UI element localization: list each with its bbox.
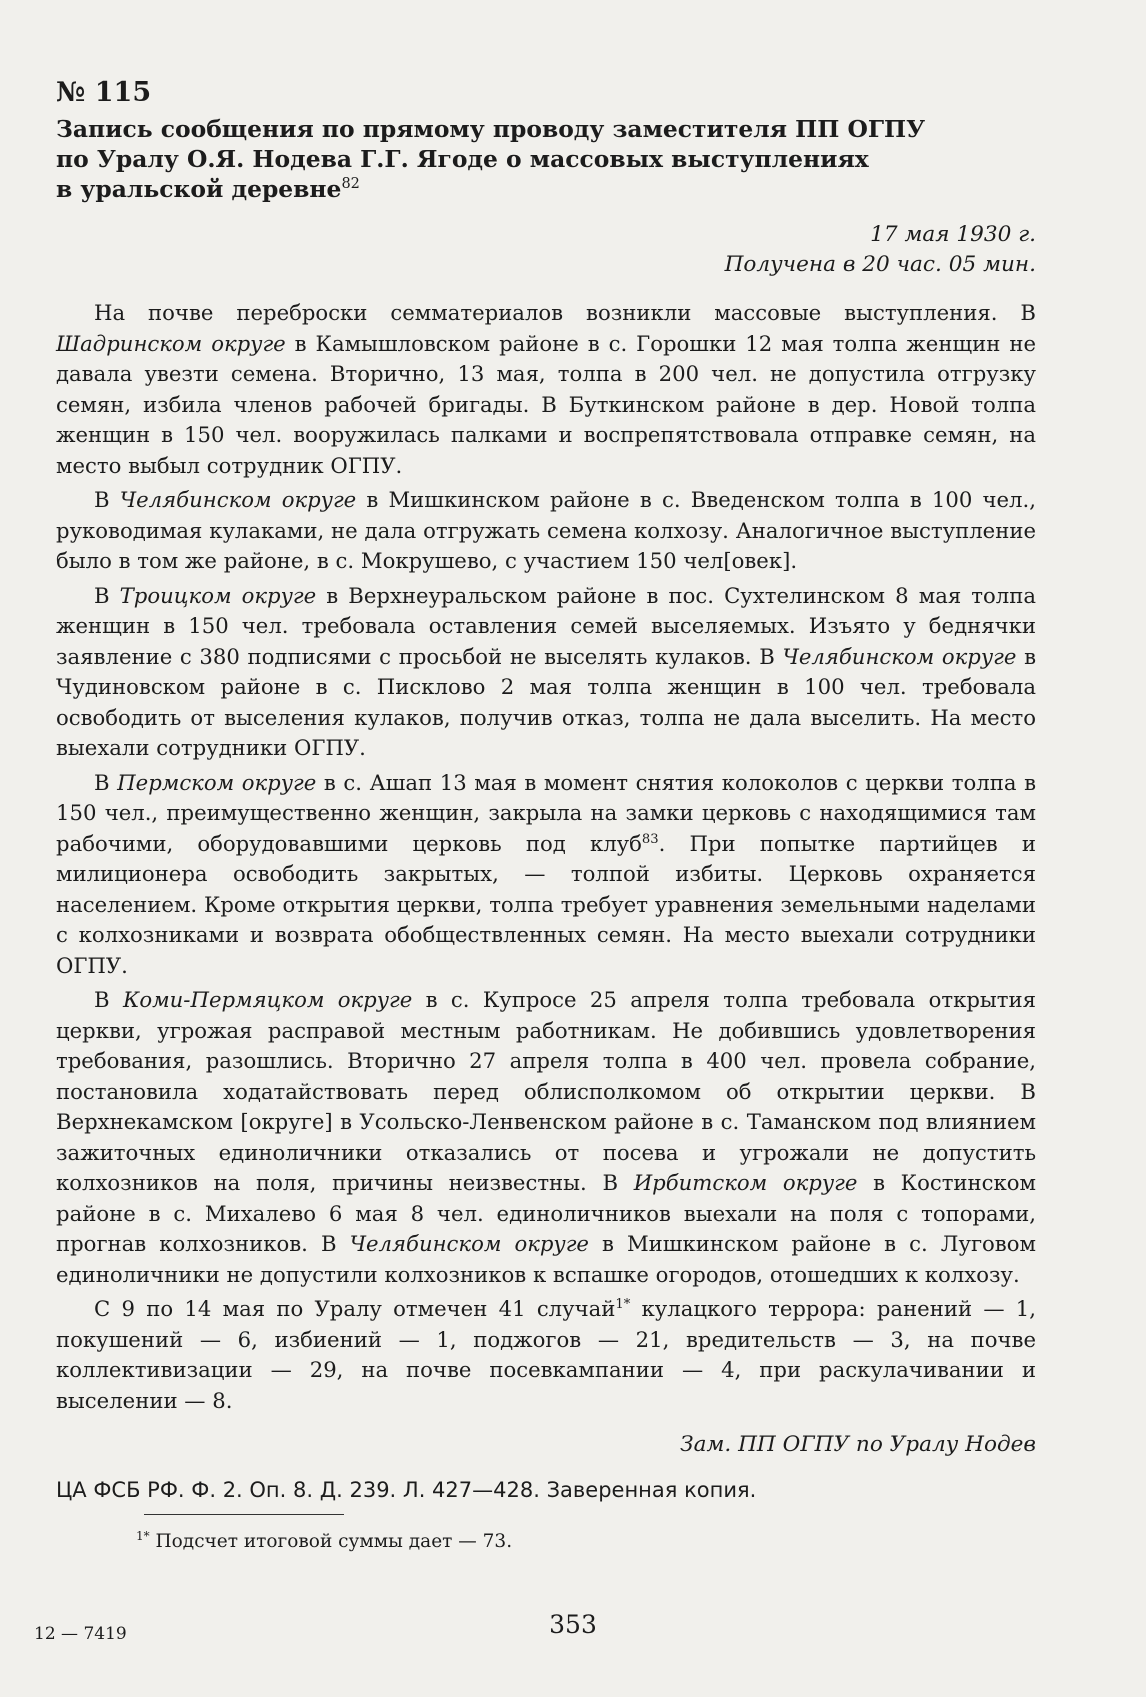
footnote-ref: 1* [615, 1296, 631, 1312]
region-name: Ирбитском округе [633, 1170, 858, 1195]
region-name: Челябинском округе [349, 1231, 589, 1256]
footnote-mark: 1* [136, 1528, 150, 1543]
paragraph-text: в с. Купросе 25 апреля толпа требовала открытия церкви, угрожая расправой местным работникам. Не добившись удовлетворения требования, разошлись. Вторично 27 апреля толпа в 400 чел. провела собрание, постановила ходатайствовать перед облисполкомом об открытии церкви. В Верхнекамском [округе] в Усольско-Ленвенском районе в с. Таманском под влиянием зажиточных единоличники отказались от посева и угрожали не допустить колхозников на поля, причины неизвестны. В [56, 987, 1037, 1195]
footnote-text: Подсчет итоговой суммы дает — 73. [149, 1531, 513, 1552]
body-paragraph [56, 485, 1036, 577]
body-paragraph [56, 581, 1036, 764]
paragraph-text: в с. Ашап 13 мая в момент снятия колоколов с церкви толпа в 150 чел., преимущественно женщин, закрыла на замки церковь с находящимися там рабочими, оборудовавшими церковь под клуб [56, 769, 1037, 856]
body-paragraph [56, 1294, 1036, 1416]
footnote [136, 1529, 1036, 1555]
body-paragraph [56, 298, 1036, 481]
footnote-ref: 83 [641, 831, 659, 847]
paragraph-text: В [94, 987, 123, 1012]
title-line-3 [56, 174, 1036, 204]
region-name: Пермском округе [117, 769, 317, 795]
title-footnote-ref: 82 [341, 176, 360, 193]
document-date: 17 мая 1930 г. [870, 222, 1036, 247]
region-name: Коми-Пермяцком округе [122, 987, 413, 1012]
paragraph-text: в Чудиновском районе в с. Писклово 2 мая толпа женщин в 100 чел. требовала освободить от выселения кулаков, получив отказ, толпа не дала выселить. На место выехали сотрудники ОГПУ. [56, 643, 1037, 760]
archive-source: ЦА ФСБ РФ. Ф. 2. Оп. 8. Д. 239. Л. 427—428. Заверенная копия. [56, 1478, 757, 1502]
document-body [56, 298, 1036, 1416]
paragraph-text: С 9 по 14 мая по Уралу отмечен 41 случай [94, 1296, 616, 1321]
body-paragraph [56, 768, 1036, 982]
paragraph-text: в Костинском районе в с. Михалево 6 мая 8 чел. единоличников выехали на поля с топорами, прогнав колхозников. В [56, 1170, 1037, 1256]
paragraph-text: В [94, 769, 118, 795]
body-paragraph [56, 985, 1036, 1290]
document-number: № 115 [56, 77, 152, 108]
paragraph-text: в Верхнеуральском районе в пос. Сухтелинском 8 мая толпа женщин в 150 чел. требовала оставления семей выселяемых. Изъято у беднячки заявление с 380 подписями с просьбой не выселять кулаков. В [56, 582, 1036, 669]
received-time: Получена в 20 час. 05 мин. [724, 252, 1036, 277]
page-number: 353 [549, 1610, 597, 1639]
region-name: Челябинском округе [119, 487, 357, 512]
paragraph-text: в Мишкинском районе в с. Введенском толпа в 100 чел., руководимая кулаками, не дала отгружать семена колхозу. Аналогичное выступление было в том же районе, в с. Мокрушево, с участием 150 чел[овек]. [56, 487, 1036, 573]
region-name: Челябинском округе [782, 643, 1017, 669]
paragraph-text: в Камышловском районе в с. Горошки 12 мая толпа женщин не давала увезти семена. Вторично, 13 мая, толпа в 200 чел. не допустила отгрузку семян, избила членов рабочей бригады. В Буткинском районе в дер. Новой толпа женщин в 150 чел. вооружилась палками и воспрепятствовала отправке семян, на место выбыл сотрудник ОГПУ. [56, 330, 1036, 478]
footnote-divider [144, 1514, 344, 1515]
print-code: 12 — 7419 [34, 1624, 127, 1644]
title-line-2: по Уралу О.Я. Нодева Г.Г. Ягоде о массовых выступлениях [56, 145, 869, 173]
paragraph-text: В [94, 582, 120, 608]
paragraph-text: в Мишкинском районе в с. Луговом единоличники не допустили колхозников к вспашке огородов, отошедших к колхозу. [56, 1231, 1036, 1287]
region-name: Троицком округе [119, 582, 317, 608]
paragraph-text: В [94, 487, 120, 512]
document-title [56, 114, 1036, 204]
title-line-3-text: в уральской деревне [56, 175, 342, 203]
region-name: Шадринском округе [56, 330, 286, 356]
paragraph-text: . При попытке партийцев и милиционера освободить закрытых, — толпой избиты. Церковь охраняется населением. Кроме открытия церкви, толпа требует уравнения земельными наделами с колхозниками и возврата обобществленных семян. На место выехали сотрудники ОГПУ. [56, 830, 1036, 978]
title-line-1: Запись сообщения по прямому проводу заместителя ПП ОГПУ [56, 115, 926, 143]
signature: Зам. ПП ОГПУ по Уралу Нодев [680, 1432, 1036, 1457]
paragraph-text: кулацкого террора: ранений — 1, покушений — 6, избиений — 1, поджогов — 21, вредительств — 3, на почве коллективизации — 29, на почве посевкампании — 4, при раскулачивании и выселении — 8. [56, 1296, 1036, 1413]
paragraph-text: На почве переброски семматериалов возникли массовые выступления. В [94, 300, 1036, 325]
